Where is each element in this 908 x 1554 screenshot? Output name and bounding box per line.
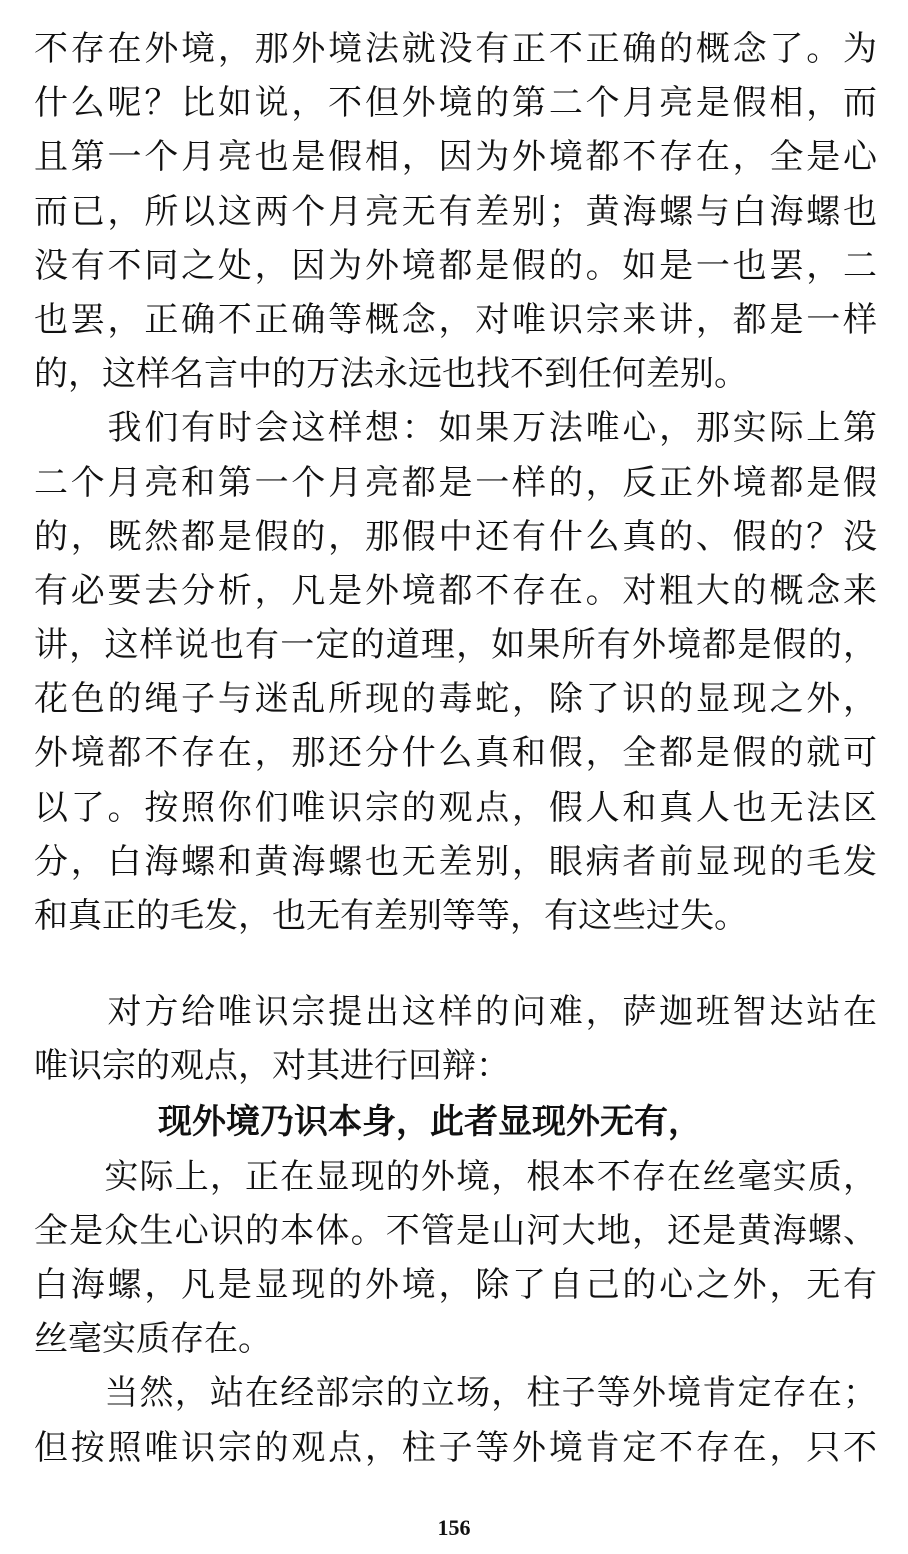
text-line: 唯识宗的观点，对其进行回辩： [34, 1046, 510, 1087]
paragraph-4 [34, 1150, 877, 1367]
paragraph-1 [34, 22, 877, 401]
paragraph-2 [34, 401, 877, 943]
text-line: 和真正的毛发，也无有差别等等，有这些过失。 [34, 896, 748, 936]
paragraph-5 [34, 1366, 877, 1474]
text-line: 什么呢？比如说，不但外境的第二个月亮是假相，而 [34, 83, 877, 124]
text-line: 的，既然都是假的，那假中还有什么真的、假的？没 [34, 516, 877, 557]
text-line: 对方给唯识宗提出这样的问难，萨迦班智达站在 [34, 992, 877, 1033]
text-line: 二个月亮和第一个月亮都是一样的，反正外境都是假 [34, 462, 877, 503]
paragraph-gap [34, 943, 877, 985]
page-number: 156 [437, 1515, 471, 1540]
text-line: 外境都不存在，那还分什么真和假，全都是假的就可 [34, 733, 877, 774]
text-line: 有必要去分析，凡是外境都不存在。对粗大的概念来 [34, 570, 877, 611]
text-line: 以了。按照你们唯识宗的观点，假人和真人也无法区 [34, 787, 877, 828]
text-line: 丝毫实质存在。 [34, 1319, 272, 1360]
text-line: 也罢，正确不正确等概念，对唯识宗来讲，都是一样 [34, 299, 877, 340]
text-line: 讲，这样说也有一定的道理，如果所有外境都是假的， [34, 625, 877, 666]
text-line: 但按照唯识宗的观点，柱子等外境肯定不存在，只不 [34, 1427, 877, 1468]
text-line: 而已，所以这两个月亮无有差别；黄海螺与白海螺也 [34, 191, 877, 232]
text-line: 实际上，正在显现的外境，根本不存在丝毫实质， [34, 1156, 877, 1197]
verse-heading: 现外境乃识本身，此者显现外无有， [158, 1101, 702, 1142]
paragraph-3 [34, 985, 877, 1093]
text-line: 没有不同之处，因为外境都是假的。如是一也罢，二 [34, 245, 877, 286]
text-line: 的，这样名言中的万法永远也找不到任何差别。 [34, 354, 748, 395]
text-line: 不存在外境，那外境法就没有正不正确的概念了。为 [34, 29, 877, 69]
text-line: 且第一个月亮也是假相，因为外境都不存在，全是心 [34, 137, 877, 178]
text-line: 全是众生心识的本体。不管是山河大地，还是黄海螺、 [34, 1210, 877, 1251]
text-line: 当然，站在经部宗的立场，柱子等外境肯定存在； [34, 1373, 877, 1414]
text-line: 我们有时会这样想：如果万法唯心，那实际上第 [34, 408, 877, 449]
text-line: 白海螺，凡是显现的外境，除了自己的心之外，无有 [34, 1264, 877, 1305]
text-line: 花色的绳子与迷乱所现的毒蛇，除了识的显现之外， [34, 679, 877, 720]
page-body [34, 22, 877, 1475]
text-line: 分，白海螺和黄海螺也无差别，眼病者前显现的毛发 [34, 841, 877, 882]
